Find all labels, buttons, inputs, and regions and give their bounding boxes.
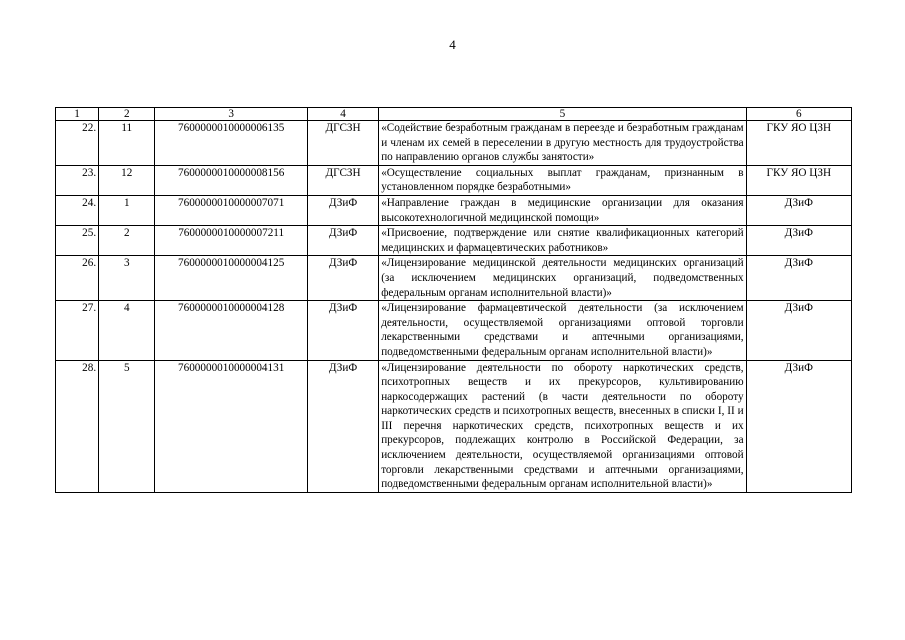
executor: ДЗиФ <box>746 256 851 301</box>
column-header: 1 <box>56 108 99 121</box>
table-row <box>56 195 852 225</box>
row-number: 28. <box>56 360 99 492</box>
column-header: 5 <box>379 108 746 121</box>
table-row <box>56 121 852 166</box>
table-row <box>56 256 852 301</box>
sub-number: 3 <box>99 256 155 301</box>
service-name: «Лицензирование деятельности по обороту наркотических средств, психотропных веществ и их прекурсоров, культивированию наркосодержащих растений (в части деятельности по обороту наркотических средств и психотропных веществ, внесенных в списки I, II и III перечня наркотических средств, психотропных веществ и их прекурсоров, подлежащих контролю в Российской Федерации, за исключением деятельности, осуществляемой организациями оптовой торговли лекарственными средствами и аптечными организациями, подведомственными федеральным органам исполнительной власти)» <box>379 360 746 492</box>
row-number: 27. <box>56 301 99 360</box>
sub-number: 1 <box>99 195 155 225</box>
table-row <box>56 165 852 195</box>
sub-number: 2 <box>99 226 155 256</box>
table-row <box>56 360 852 492</box>
registry-number: 7600000010000007071 <box>155 195 308 225</box>
column-header: 4 <box>307 108 378 121</box>
service-name: «Содействие безработным гражданам в переезде и безработным гражданам и членам их семей в переселении в другую местность для трудоустройства по направлению органов службы занятости» <box>379 121 746 166</box>
executor: ДЗиФ <box>746 226 851 256</box>
service-name: «Лицензирование фармацевтической деятельности (за исключением деятельности, осуществляемой организациями оптовой торговли лекарственными средствами и аптечными организациями, подведомственными федеральным органам исполнительной власти)» <box>379 301 746 360</box>
table-row <box>56 301 852 360</box>
registry-number: 7600000010000008156 <box>155 165 308 195</box>
sub-number: 5 <box>99 360 155 492</box>
service-name: «Лицензирование медицинской деятельности медицинских организаций (за исключением медицинских организаций, подведомственных федеральным органам исполнительной власти)» <box>379 256 746 301</box>
service-name: «Направление граждан в медицинские организации для оказания высокотехнологичной медицинской помощи» <box>379 195 746 225</box>
page-number: 4 <box>449 37 456 52</box>
registry-number: 7600000010000004131 <box>155 360 308 492</box>
executor: ДЗиФ <box>746 301 851 360</box>
responsible-department: ДЗиФ <box>307 195 378 225</box>
registry-number: 7600000010000006135 <box>155 121 308 166</box>
row-number: 24. <box>56 195 99 225</box>
registry-number: 7600000010000007211 <box>155 226 308 256</box>
registry-number: 7600000010000004125 <box>155 256 308 301</box>
header-row <box>56 108 852 121</box>
executor: ГКУ ЯО ЦЗН <box>746 165 851 195</box>
responsible-department: ДГСЗН <box>307 165 378 195</box>
row-number: 23. <box>56 165 99 195</box>
executor: ДЗиФ <box>746 195 851 225</box>
column-header: 3 <box>155 108 308 121</box>
row-number: 22. <box>56 121 99 166</box>
service-name: «Присвоение, подтверждение или снятие квалификационных категорий медицинских и фармацевтических работников» <box>379 226 746 256</box>
responsible-department: ДЗиФ <box>307 256 378 301</box>
responsible-department: ДГСЗН <box>307 121 378 166</box>
sub-number: 12 <box>99 165 155 195</box>
table-row <box>56 226 852 256</box>
responsible-department: ДЗиФ <box>307 360 378 492</box>
responsible-department: ДЗиФ <box>307 226 378 256</box>
registry-number: 7600000010000004128 <box>155 301 308 360</box>
executor: ДЗиФ <box>746 360 851 492</box>
row-number: 26. <box>56 256 99 301</box>
responsible-department: ДЗиФ <box>307 301 378 360</box>
sub-number: 11 <box>99 121 155 166</box>
column-header: 6 <box>746 108 851 121</box>
sub-number: 4 <box>99 301 155 360</box>
service-name: «Осуществление социальных выплат гражданам, признанным в установленном порядке безработными» <box>379 165 746 195</box>
executor: ГКУ ЯО ЦЗН <box>746 121 851 166</box>
column-header: 2 <box>99 108 155 121</box>
row-number: 25. <box>56 226 99 256</box>
services-table <box>55 107 852 493</box>
